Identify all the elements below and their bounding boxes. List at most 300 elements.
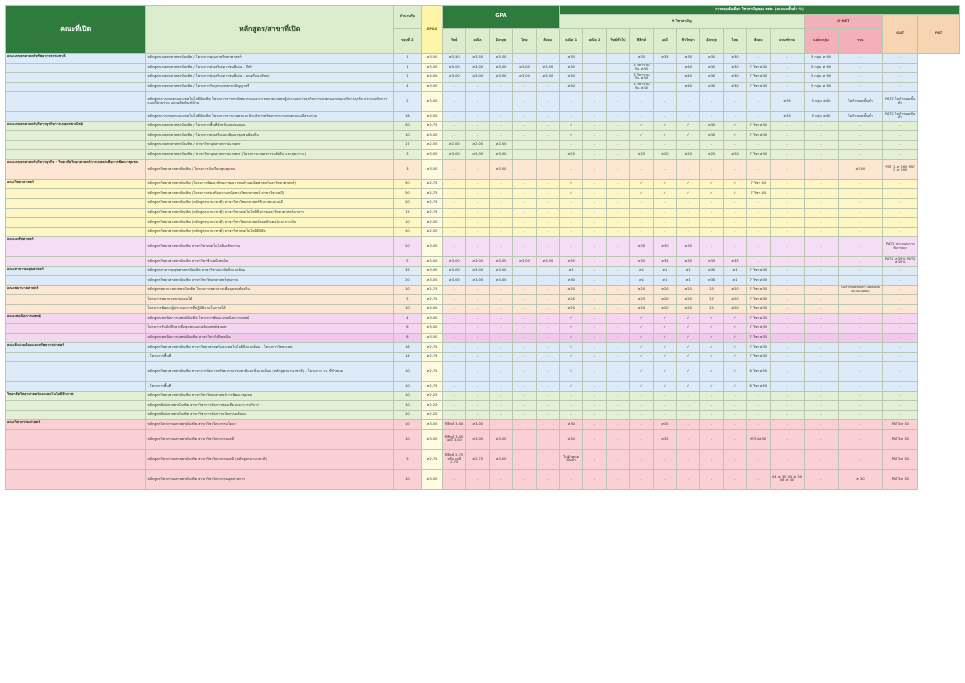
criteria-cell: - <box>536 352 559 362</box>
criteria-cell: PAT 1 ≥ 160 PAT 2 ≥ 160 <box>883 159 918 179</box>
criteria-cell: - <box>700 159 723 179</box>
criteria-cell: - <box>513 324 536 334</box>
criteria-cell: - <box>606 314 629 324</box>
faculty-cell <box>6 469 146 489</box>
criteria-cell: - <box>489 333 512 343</box>
criteria-cell: - <box>770 362 804 382</box>
criteria-cell: - <box>804 179 838 189</box>
criteria-cell: ≥30 <box>723 73 746 83</box>
criteria-cell: ≥2.00 <box>489 140 512 150</box>
header-gpa-subject: อังกฤษ <box>489 29 512 54</box>
criteria-cell: - <box>770 343 804 353</box>
criteria-cell: - <box>606 391 629 401</box>
criteria-cell: - <box>489 179 512 189</box>
criteria-cell: 7 วิชา≥35 <box>747 343 770 353</box>
criteria-cell: - <box>536 410 559 420</box>
criteria-cell: - <box>883 352 918 362</box>
criteria-cell: - <box>606 218 629 228</box>
criteria-cell: - <box>770 304 804 314</box>
criteria-cell: ✓ <box>700 343 723 353</box>
criteria-cell: - <box>606 343 629 353</box>
criteria-cell: ✓ <box>630 343 653 353</box>
header-program: หลักสูตร/สาขาที่เปิด <box>146 6 394 54</box>
criteria-cell: - <box>630 218 653 228</box>
criteria-cell: - <box>630 208 653 218</box>
criteria-cell: - <box>513 82 536 92</box>
criteria-cell: - <box>583 295 606 305</box>
table-row <box>6 208 960 218</box>
criteria-cell: - <box>442 218 465 228</box>
criteria-cell: ✓ <box>559 324 582 334</box>
criteria-cell <box>606 63 629 73</box>
criteria-cell: - <box>804 304 838 314</box>
criteria-cell: - <box>583 314 606 324</box>
criteria-cell: - <box>747 410 770 420</box>
criteria-cell: - <box>536 82 559 92</box>
criteria-cell <box>653 63 676 73</box>
criteria-cell: - <box>883 285 918 295</box>
gpax-cell: ≥3.50 <box>421 159 442 179</box>
criteria-cell: - <box>442 343 465 353</box>
criteria-cell: - <box>583 304 606 314</box>
criteria-cell <box>583 73 606 83</box>
criteria-cell: - <box>804 227 838 237</box>
criteria-cell: - <box>804 343 838 353</box>
criteria-cell: - <box>883 189 918 199</box>
criteria-cell: - <box>489 352 512 362</box>
criteria-cell: - <box>559 218 582 228</box>
faculty-cell: คณะเกษตรศาสตร์ทรัพยากรธรรมชาติ <box>6 54 146 64</box>
criteria-cell <box>513 429 536 449</box>
criteria-cell: ≥20 <box>723 285 746 295</box>
gpax-cell: ≥3.50 <box>421 82 442 92</box>
program-cell: - โครงการพื้นที่ <box>146 352 394 362</box>
table-row <box>6 82 960 92</box>
table-row <box>6 333 960 343</box>
criteria-cell: - <box>747 199 770 209</box>
faculty-cell <box>6 352 146 362</box>
criteria-cell: - <box>700 199 723 209</box>
header-gpa-subject: ไทย <box>513 29 536 54</box>
criteria-cell: - <box>838 449 883 469</box>
criteria-cell: 7 วิชา≥30 <box>747 73 770 83</box>
table-row <box>6 429 960 449</box>
criteria-cell: ✓ <box>559 131 582 141</box>
program-cell: โครงการพัฒนาผู้ประกอบการที่ปฏิบัติงานในภาคใต้ <box>146 304 394 314</box>
faculty-cell <box>6 227 146 237</box>
criteria-cell: - <box>606 276 629 286</box>
criteria-cell: - <box>838 382 883 392</box>
table-row <box>6 266 960 276</box>
criteria-cell: - <box>489 131 512 141</box>
criteria-cell: ≥20 <box>653 295 676 305</box>
header-nine-col: ไทย <box>723 29 746 54</box>
criteria-cell <box>838 304 883 314</box>
criteria-cell: ≥3.00 <box>513 73 536 83</box>
criteria-cell: - <box>606 112 629 122</box>
criteria-cell: - <box>804 189 838 199</box>
criteria-cell: - <box>466 237 489 257</box>
criteria-cell: - <box>583 285 606 295</box>
header-nine-col: ฟิสิกส์ <box>630 29 653 54</box>
criteria-cell: ≥35 <box>676 257 699 267</box>
gpax-cell: ≥3.00 <box>421 276 442 286</box>
criteria-cell: - <box>513 401 536 411</box>
criteria-cell: ≥20 <box>676 295 699 305</box>
criteria-cell: ≥30 <box>559 429 582 449</box>
criteria-cell <box>606 82 629 92</box>
criteria-cell: ≥20 <box>653 304 676 314</box>
criteria-cell: ✓ <box>700 333 723 343</box>
criteria-cell: - <box>583 352 606 362</box>
criteria-cell: - <box>583 429 606 449</box>
criteria-cell: - <box>770 150 804 160</box>
criteria-cell: - <box>723 227 746 237</box>
criteria-cell: ไม่กำหนดขั้นต่ำ แต่ต้องมีคะแนนสอบ <box>838 285 883 295</box>
criteria-cell: ≥20 <box>700 150 723 160</box>
criteria-cell: - <box>583 401 606 411</box>
criteria-cell: - <box>770 208 804 218</box>
header-nine-col: ชีววิทยา <box>676 29 699 54</box>
header-gpa-subject: วิทย์ <box>442 29 465 54</box>
faculty-cell: คณะสาธารณสุขศาสตร์ <box>6 266 146 276</box>
criteria-cell <box>513 266 536 276</box>
criteria-cell: - <box>559 227 582 237</box>
gpax-cell: ≥3.00 <box>421 92 442 112</box>
faculty-cell <box>6 150 146 160</box>
criteria-cell: - <box>536 304 559 314</box>
criteria-cell: - <box>804 295 838 305</box>
criteria-cell: ≥1 <box>723 276 746 286</box>
quota-cell: 8 <box>394 333 422 343</box>
criteria-cell: ≥35 <box>676 54 699 64</box>
criteria-cell: - <box>489 343 512 353</box>
criteria-cell: - <box>838 343 883 353</box>
program-cell: หลักสูตรเทคนิคการแพทย์บัณฑิต โครงการพัฒนาเทคนิคการแพทย์ <box>146 314 394 324</box>
criteria-cell: - <box>536 189 559 199</box>
criteria-cell: ≥20 <box>630 304 653 314</box>
criteria-cell: - <box>747 237 770 257</box>
criteria-cell: - <box>838 266 883 276</box>
criteria-cell: - <box>559 391 582 401</box>
criteria-cell: - <box>606 410 629 420</box>
criteria-cell: ≥3.00 <box>489 159 512 179</box>
criteria-cell: - <box>630 112 653 122</box>
quota-cell: 16 <box>394 343 422 353</box>
criteria-cell: ≥3.00 <box>466 63 489 73</box>
program-cell: หลักสูตรการเกษตรและเทคโนโลยีบัณฑิต โครงการการเกษตรและนักบริหารทรัพยากรการเกษตรแบบมีส่วนร่วม <box>146 112 394 122</box>
criteria-cell <box>536 54 559 64</box>
criteria-cell: - <box>723 208 746 218</box>
criteria-cell: - <box>583 237 606 257</box>
criteria-cell: - <box>747 140 770 150</box>
faculty-cell <box>6 449 146 469</box>
criteria-cell: ≥30 <box>653 420 676 430</box>
criteria-cell: - <box>559 159 582 179</box>
criteria-cell: - <box>606 237 629 257</box>
criteria-cell: ✓ <box>630 189 653 199</box>
gpax-cell: ≥3.00 <box>421 324 442 334</box>
criteria-cell: - <box>838 237 883 257</box>
criteria-cell: - <box>838 73 883 83</box>
criteria-cell: - <box>583 121 606 131</box>
criteria-cell: - <box>466 131 489 141</box>
program-cell: หลักสูตรวิทยาศาสตรบัณฑิต / โครงการนักเรียนทุนชุมชน <box>146 159 394 179</box>
quota-cell: 15 <box>394 208 422 218</box>
criteria-cell: - <box>770 420 804 430</box>
criteria-cell: - <box>770 401 804 411</box>
criteria-cell: - <box>536 285 559 295</box>
criteria-cell: - <box>804 140 838 150</box>
criteria-cell: - <box>838 121 883 131</box>
criteria-cell: - <box>513 208 536 218</box>
criteria-cell: - <box>489 401 512 411</box>
quota-cell: 10 <box>394 218 422 228</box>
faculty-cell: คณะสิ่งแวดล้อมและทรัพยากรศาสตร์ <box>6 343 146 353</box>
criteria-cell: - <box>442 92 465 112</box>
faculty-cell: คณะเกษตรศาสตร์บริหารธุรกิจ - วิทยาลัยวิทยาศาสตร์การเกษตรเพื่อการพัฒนาชุมชน <box>6 159 146 179</box>
gpax-cell: ≥2.75 <box>421 285 442 295</box>
criteria-cell: ≥30 <box>700 131 723 141</box>
criteria-cell: ✓ <box>723 343 746 353</box>
criteria-cell: - <box>489 112 512 122</box>
program-cell: หลักสูตรเกษตรศาสตรบัณฑิต / สาขาวิชาอุตสาหกรรมเกษตร <box>146 140 394 150</box>
criteria-cell: - <box>513 179 536 189</box>
criteria-cell: ≥1 <box>653 276 676 286</box>
criteria-cell: - <box>653 208 676 218</box>
criteria-cell: 5 กลุ่ม ≥ 60 <box>804 63 838 73</box>
criteria-cell: - <box>489 410 512 420</box>
gpax-cell: ≥2.75 <box>421 179 442 189</box>
quota-cell: 10 <box>394 391 422 401</box>
criteria-cell: - <box>883 82 918 92</box>
criteria-cell: ≥30 <box>700 121 723 131</box>
criteria-cell: - <box>653 391 676 401</box>
criteria-cell: - <box>883 324 918 334</box>
criteria-cell: - <box>489 237 512 257</box>
criteria-cell: - <box>583 112 606 122</box>
criteria-cell: ≥30 <box>700 82 723 92</box>
criteria-cell: - <box>583 218 606 228</box>
criteria-cell: - <box>700 429 723 449</box>
gpax-cell: ≥2.75 <box>421 382 442 392</box>
gpax-cell: ≥2.50 <box>421 218 442 228</box>
criteria-cell: ≥35 <box>700 257 723 267</box>
criteria-cell: - <box>466 304 489 314</box>
quota-cell: 3 <box>394 159 422 179</box>
criteria-cell: - <box>606 266 629 276</box>
criteria-cell: - <box>630 420 653 430</box>
criteria-cell: ≥30 <box>630 237 653 257</box>
criteria-cell: PAT1 ≥35% PAT2 ≥35% <box>883 257 918 267</box>
criteria-cell: ≥3.00 <box>466 266 489 276</box>
criteria-cell: - <box>770 159 804 179</box>
criteria-cell: - <box>804 199 838 209</box>
faculty-cell <box>6 276 146 286</box>
criteria-cell: - <box>804 333 838 343</box>
criteria-cell: ≥35 <box>676 237 699 257</box>
quota-cell: 14 <box>394 352 422 362</box>
criteria-cell: - <box>536 121 559 131</box>
criteria-cell: ✓ <box>653 189 676 199</box>
table-row <box>6 401 960 411</box>
criteria-cell: ≥20 <box>676 285 699 295</box>
gpax-cell: ≥2.75 <box>421 343 442 353</box>
criteria-cell: - <box>723 429 746 449</box>
criteria-cell: - <box>804 352 838 362</box>
criteria-cell: - <box>883 227 918 237</box>
criteria-cell: 25 <box>700 285 723 295</box>
gpax-cell: ≥3.00 <box>421 314 442 324</box>
criteria-cell: - <box>700 237 723 257</box>
criteria-cell: ≥20 <box>676 150 699 160</box>
criteria-cell: 7 วิชา≥35 <box>747 314 770 324</box>
criteria-cell: - <box>676 401 699 411</box>
criteria-cell: - <box>466 314 489 324</box>
gpax-cell: ≥2.25 <box>421 410 442 420</box>
criteria-cell: ฟิสิกส์ 2.75 หรือ เคมี 2.75 <box>442 449 465 469</box>
criteria-cell: - <box>583 410 606 420</box>
criteria-cell: - <box>583 92 606 112</box>
criteria-cell: ✓ <box>630 121 653 131</box>
criteria-cell: - <box>804 208 838 218</box>
criteria-cell: - <box>676 208 699 218</box>
criteria-cell: ≥30 <box>723 54 746 64</box>
criteria-cell: - <box>770 324 804 334</box>
criteria-cell: - <box>489 314 512 324</box>
criteria-cell: - <box>513 92 536 112</box>
table-row <box>6 218 960 228</box>
criteria-cell: - <box>883 410 918 420</box>
criteria-cell <box>513 159 536 179</box>
criteria-cell: ✓ <box>630 362 653 382</box>
criteria-cell: ≥ 30 <box>838 469 883 489</box>
criteria-cell: - <box>536 343 559 353</box>
criteria-cell: - <box>770 352 804 362</box>
criteria-cell: - <box>747 208 770 218</box>
gpax-cell: ≥2.75 <box>421 295 442 305</box>
table-row <box>6 140 960 150</box>
criteria-cell: - <box>536 314 559 324</box>
criteria-cell: ✓ <box>559 314 582 324</box>
criteria-cell: - <box>723 140 746 150</box>
criteria-cell: ≥3.00 <box>442 257 465 267</box>
criteria-cell: - <box>883 73 918 83</box>
criteria-cell: - <box>770 314 804 324</box>
criteria-cell: - <box>606 333 629 343</box>
program-cell: หลักสูตรวิทยาศาสตรบัณฑิต (หลักสูตรนานาชาติ) สาขาวิชาเทคโนโลยีดิจิทัล <box>146 227 394 237</box>
criteria-cell: ≥35 <box>559 54 582 64</box>
criteria-cell: - <box>676 391 699 401</box>
criteria-cell: ทั่วไป≥30 <box>747 429 770 449</box>
program-cell: หลักสูตรเกษตรศาสตรบัณฑิต / โครงการรับบุตรเกษตรกรปัญญาศรี <box>146 82 394 92</box>
criteria-cell: - <box>583 131 606 141</box>
criteria-cell: - <box>883 54 918 64</box>
criteria-cell: ≥3.00 <box>489 73 512 83</box>
criteria-cell: - <box>606 449 629 469</box>
criteria-cell: - <box>653 140 676 150</box>
criteria-cell: ≥3.00 <box>489 429 512 449</box>
criteria-cell: - <box>838 391 883 401</box>
criteria-cell: ≥2.00 <box>442 140 465 150</box>
table-row <box>6 189 960 199</box>
criteria-cell: - <box>883 121 918 131</box>
criteria-cell: - <box>513 227 536 237</box>
criteria-cell: - <box>653 401 676 411</box>
criteria-cell: ≥30 <box>559 420 582 430</box>
criteria-cell <box>606 54 629 64</box>
criteria-cell: - <box>513 469 536 489</box>
criteria-cell: - <box>442 199 465 209</box>
criteria-cell: - <box>583 449 606 469</box>
criteria-cell: 3 วิชารวมกัน ≥30 <box>630 63 653 73</box>
criteria-cell: 6 วิชา≥55 <box>747 362 770 382</box>
criteria-cell: - <box>442 304 465 314</box>
criteria-cell: - <box>513 295 536 305</box>
criteria-cell: - <box>838 179 883 189</box>
criteria-cell: - <box>676 140 699 150</box>
program-cell: หลักสูตรวิศวกรรมศาสตรบัณฑิต สาขาวิชาวิศวกรรมอุตสาหการ <box>146 469 394 489</box>
gpax-cell: ≥2.75 <box>421 362 442 382</box>
criteria-cell: 3 วิชารวมกัน ≥30 <box>630 82 653 92</box>
criteria-cell: - <box>838 420 883 430</box>
criteria-cell: ✓ <box>630 324 653 334</box>
criteria-cell: PAT2 ไม่กำหนดขั้นต่ำ <box>883 112 918 122</box>
criteria-cell: - <box>747 112 770 122</box>
criteria-cell: - <box>883 362 918 382</box>
criteria-cell: ≥30 <box>700 63 723 73</box>
criteria-cell: ≥20 <box>653 150 676 160</box>
criteria-cell: PAT3≥ 30 <box>883 469 918 489</box>
criteria-cell: ≥3.00 <box>489 257 512 267</box>
criteria-cell: ≥3.50 <box>489 54 512 64</box>
criteria-cell: - <box>883 63 918 73</box>
criteria-cell: ✓ <box>653 121 676 131</box>
program-cell: หลักสูตรเกษตรศาสตรบัณฑิต / โครงการส่งเสริมเยาวชนดีเด่น - กีฬา <box>146 63 394 73</box>
criteria-cell: - <box>606 324 629 334</box>
criteria-cell: - <box>653 112 676 122</box>
criteria-cell: - <box>838 227 883 237</box>
criteria-cell: - <box>559 208 582 218</box>
table-row <box>6 276 960 286</box>
faculty-cell <box>6 73 146 83</box>
criteria-cell: - <box>747 391 770 401</box>
criteria-cell: - <box>770 140 804 150</box>
quota-cell: 1 <box>394 63 422 73</box>
criteria-cell: - <box>513 285 536 295</box>
criteria-cell: ≥3.00 <box>536 257 559 267</box>
criteria-cell: ✓ <box>630 333 653 343</box>
criteria-cell: - <box>442 362 465 382</box>
program-cell: หลักสูตรศิลปศาสตรบัณฑิต สาขาวิชาการจัดการท่องเที่ยวและการบริการ <box>146 401 394 411</box>
criteria-cell: - <box>747 92 770 112</box>
header-exam-group: การสอบคัดเลือก วิชาสามัญของ สสท. (คะแนนขั้นต่ำ %) <box>559 6 959 15</box>
criteria-cell: - <box>653 469 676 489</box>
header-nine-col: คณิต 2 <box>583 29 606 54</box>
faculty-cell <box>6 140 146 150</box>
criteria-cell: - <box>630 401 653 411</box>
criteria-cell: 7 วิชา≥30 <box>747 285 770 295</box>
criteria-cell: - <box>513 314 536 324</box>
quota-cell: 10 <box>394 304 422 314</box>
criteria-cell: - <box>883 218 918 228</box>
criteria-cell: - <box>442 295 465 305</box>
criteria-cell: ≥20 <box>559 295 582 305</box>
criteria-cell: - <box>883 391 918 401</box>
criteria-cell: - <box>804 401 838 411</box>
criteria-cell: ≥2.75 <box>466 449 489 469</box>
header-nine-col: สังคม <box>747 29 770 54</box>
